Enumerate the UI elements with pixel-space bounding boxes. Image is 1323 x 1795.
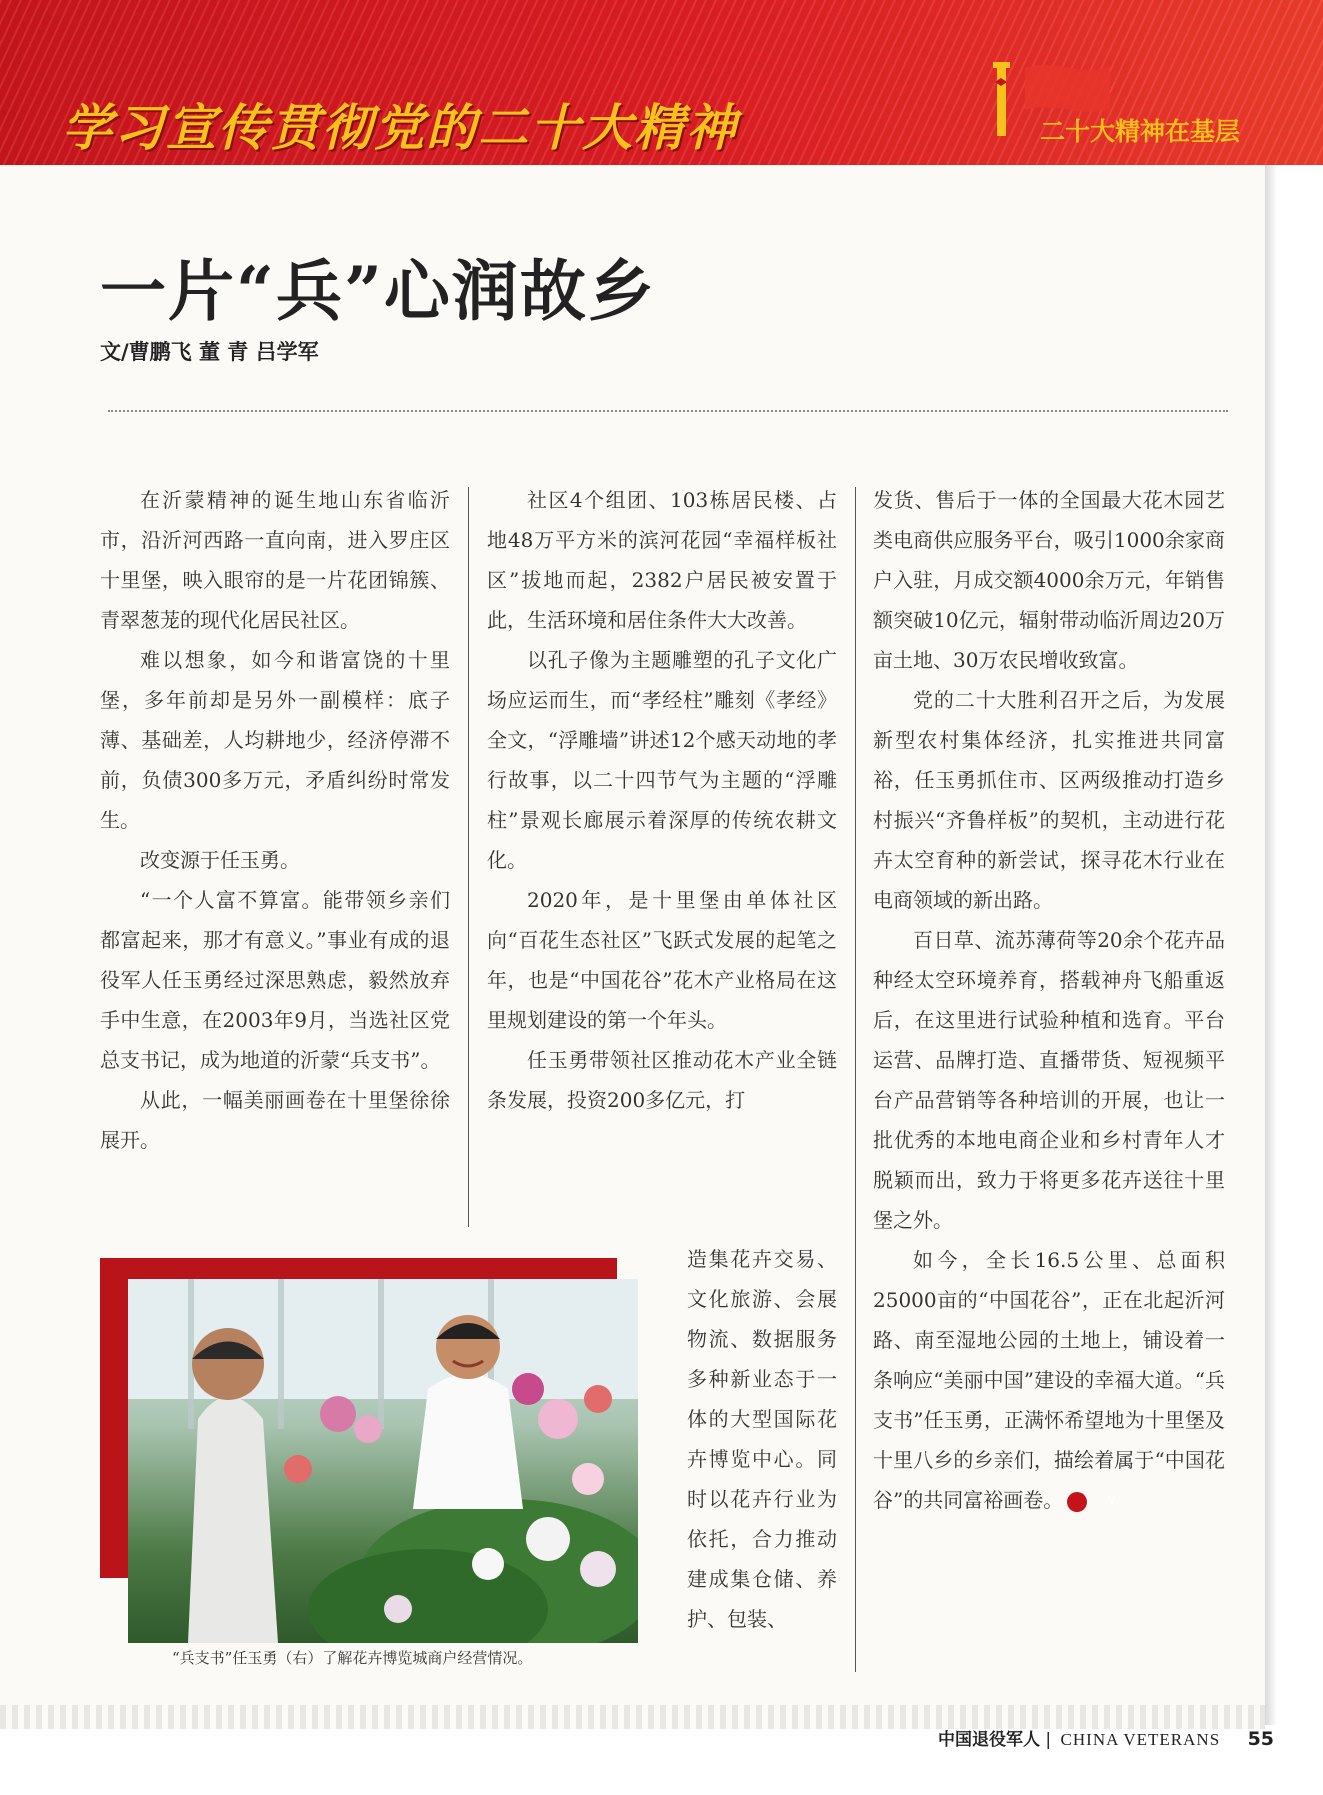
- paragraph-text: 如今，全长16.5公里、总面积25000亩的“中国花谷”，正在北起沂河路、南至湿地公园的土地上，铺设着一条响应“美丽中国”建设的幸福大道。“兵支书”任玉勇，正满怀希望地为十里堡及十里八乡的乡亲们，描绘着属于“中国花谷”的共同富裕画卷。: [873, 1248, 1225, 1512]
- paragraph: 百日草、流苏薄荷等20余个花卉品种经太空环境养育，搭载神舟飞船重返后，在这里进行试验种植和选育。平台运营、品牌打造、直播带货、短视频平台产品营销等各种培训的开展，也让一批优秀的本地电商企业和乡村青年人才脱颖而出，致力于将更多花卉送往十里堡之外。: [873, 928, 1225, 1232]
- text-column-1: [100, 480, 450, 1160]
- paragraph: 难以想象，如今和谐富饶的十里堡，多年前却是另外一副模样：底子薄、基础差，人均耕地少，经济停滞不前，负债300多万元，矛盾纠纷时常发生。: [100, 648, 450, 832]
- footer-separator: |: [1045, 1730, 1052, 1750]
- paragraph: 改变源于任玉勇。: [140, 848, 300, 872]
- header-banner: [0, 0, 1323, 165]
- end-mark-icon: V: [1067, 1492, 1087, 1512]
- paragraph: 党的二十大胜利召开之后，为发展新型农村集体经济，扎实推进共同富裕，任玉勇抓住市、区两级推动打造乡村振兴“齐鲁样板”的契机，主动进行花卉太空育种的新尝试，探寻花木行业在电商领域的新出路。: [873, 688, 1225, 912]
- paragraph: 2020年，是十里堡由单体社区向“百花生态社区”飞跃式发展的起笔之年，也是“中国花谷”花木产业格局在这里规划建设的第一个年头。: [487, 888, 837, 1032]
- banner-tag: 二十大精神在基层: [1040, 117, 1241, 146]
- article-photo: [128, 1279, 638, 1643]
- title-divider: [108, 410, 1228, 412]
- text-column-2-tail: [687, 1239, 837, 1639]
- photo-caption: “兵支书”任玉勇（右）了解花卉博览城商户经营情况。: [172, 1649, 533, 1667]
- footer-english-name: CHINA VETERANS: [1060, 1730, 1221, 1749]
- paragraph: 在沂蒙精神的诞生地山东省临沂市，沿沂河西路一直向南，进入罗庄区十里堡，映入眼帘的是一片花团锦簇、青翠葱茏的现代化居民社区。: [100, 488, 450, 632]
- text-column-2: [487, 480, 837, 1120]
- flower-market-illustration: [128, 1279, 638, 1643]
- page-footer: [938, 1725, 1274, 1750]
- paragraph: 以孔子像为主题雕塑的孔子文化广场应运而生，而“孝经柱”雕刻《孝经》全文，“浮雕墙”讲述12个感天动地的孝行故事，以二十四节气为主题的“浮雕柱”景观长廊展示着深厚的传统农耕文化。: [487, 648, 837, 872]
- column-divider: [468, 487, 469, 1227]
- paragraph: [873, 1240, 1225, 1520]
- page-number: 55: [1247, 1728, 1275, 1750]
- paragraph: 从此，一幅美丽画卷在十里堡徐徐展开。: [100, 1088, 450, 1152]
- article-headline: 一片“兵”心润故乡: [100, 252, 656, 330]
- paragraph: “一个人富不算富。能带领乡亲们都富起来，那才有意义。”事业有成的退役军人任玉勇经过深思熟虑，毅然放弃手中生意，在2003年9月，当选社区党总支书记，成为地道的沂蒙“兵支书”。: [100, 888, 450, 1072]
- text-column-3: [873, 480, 1225, 1520]
- column-divider: [855, 487, 856, 1672]
- page-edge-shadow: [1265, 165, 1277, 1725]
- paragraph: 发货、售后于一体的全国最大花木园艺类电商供应服务平台，吸引1000余家商户入驻，月成交额4000余万元，年销售额突破10亿元，辐射带动临沂周边20万亩土地、30万农民增收致富。: [873, 488, 1225, 672]
- paragraph: 任玉勇带领社区推动花木产业全链条发展，投资200多亿元，打: [487, 1048, 837, 1112]
- banner-title: 学习宣传贯彻党的二十大精神: [62, 99, 738, 157]
- paragraph: 造集花卉交易、文化旅游、会展物流、数据服务多种新业态于一体的大型国际花卉博览中心。同时以花卉行业为依托，合力推动建成集仓储、养护、包装、: [687, 1247, 837, 1631]
- paragraph: 社区4个组团、103栋居民楼、占地48万平方米的滨河花园“幸福样板社区”拔地而起，2382户居民被安置于此，生活环境和居住条件大大改善。: [487, 488, 837, 632]
- footer-magazine-name: 中国退役军人: [938, 1730, 1040, 1750]
- article-byline: 文/曹鹏飞 董 青 吕学军: [100, 340, 319, 364]
